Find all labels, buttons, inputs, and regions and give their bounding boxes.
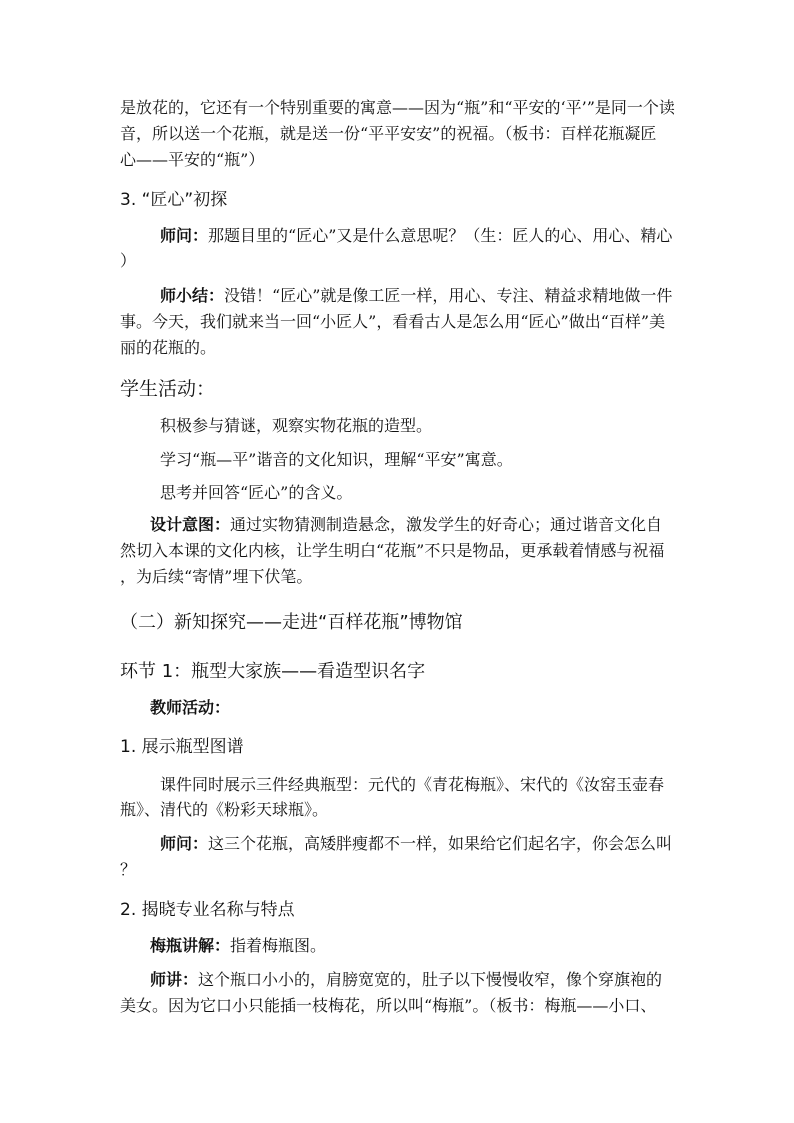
meiping-label: 梅瓶讲解： bbox=[150, 936, 231, 955]
section-heading: 1. 展示瓶型图谱 bbox=[120, 737, 244, 757]
teacher-question-label: 师问： bbox=[160, 226, 209, 245]
paragraph-line: 丽的花瓶的。 bbox=[120, 338, 217, 357]
section-heading: 2. 揭晓专业名称与特点 bbox=[120, 900, 295, 920]
teacher-question bbox=[160, 226, 672, 246]
teacher-summary bbox=[160, 286, 672, 306]
teacher-activity-label: 教师活动： bbox=[150, 698, 231, 717]
teacher-summary-label: 师小结： bbox=[160, 286, 225, 305]
paragraph-line: 课件同时展示三件经典瓶型：元代的《青花梅瓶》、宋代的《汝窑玉壶春 bbox=[160, 775, 665, 794]
paragraph-line: 然切入本课的文化内核，让学生明白“花瓶”不只是物品，更承载着情感与祝福 bbox=[120, 541, 665, 560]
paragraph-line: 事。今天，我们就来当一回“小匠人”，看看古人是怎么用“匠心”做出“百样”美 bbox=[120, 312, 666, 331]
teacher-summary-text: 没错！“匠心”就是像工匠一样，用心、专注、精益求精地做一件 bbox=[224, 286, 673, 305]
paragraph-line: 是放花的，它还有一个特别重要的寓意——因为“瓶”和“平安的‘平’”是同一个读 bbox=[120, 98, 675, 117]
paragraph-line: 美女。因为它口小只能插一枝梅花，所以叫“梅瓶”。（板书：梅瓶——小口、 bbox=[120, 996, 657, 1015]
teacher-talk-label: 师讲： bbox=[150, 970, 199, 989]
teacher-talk bbox=[150, 970, 662, 990]
paragraph-line: ？ bbox=[120, 860, 137, 879]
meiping-text: 指着梅瓶图。 bbox=[230, 936, 327, 955]
teacher-talk-text: 这个瓶口小小的，肩膀宽宽的，肚子以下慢慢收窄，像个穿旗袍的 bbox=[198, 970, 663, 989]
student-activity-item: 思考并回答“匠心”的含义。 bbox=[160, 483, 353, 502]
paragraph-line: ） bbox=[120, 251, 137, 270]
paragraph-line: 瓶》、清代的《粉彩天球瓶》。 bbox=[120, 800, 329, 819]
section-heading: 3. “匠心”初探 bbox=[120, 190, 228, 210]
paragraph-line: 音，所以送一个花瓶，就是送一份“平平安安”的祝福。（板书：百样花瓶凝匠 bbox=[120, 124, 657, 143]
part-heading: （二）新知探究——走进“百样花瓶”博物馆 bbox=[120, 612, 463, 633]
teacher-question-text: 这三个花瓶，高矮胖瘦都不一样，如果给它们起名字，你会怎么叫 bbox=[208, 834, 673, 853]
teacher-question-label: 师问： bbox=[160, 834, 209, 853]
student-activity-heading: 学生活动： bbox=[120, 378, 216, 400]
student-activity-item: 学习“瓶—平”谐音的文化知识，理解“平安”寓意。 bbox=[160, 450, 513, 469]
meiping-explanation bbox=[150, 936, 326, 956]
paragraph-line: 心——平安的“瓶”） bbox=[120, 150, 265, 169]
student-activity-item: 积极参与猜谜，观察实物花瓶的造型。 bbox=[160, 416, 433, 435]
design-intent-text: 通过实物猜测制造悬念，激发学生的好奇心；通过谐音文化自 bbox=[230, 515, 663, 534]
step-heading: 环节 1：瓶型大家族——看造型识名字 bbox=[120, 661, 426, 682]
design-intent-label: 设计意图： bbox=[150, 515, 231, 534]
teacher-question-text: 那题目里的“匠心”又是什么意思呢？（生：匠人的心、用心、精心 bbox=[208, 226, 673, 245]
design-intent bbox=[150, 515, 662, 535]
teacher-question bbox=[160, 834, 672, 854]
paragraph-line: ，为后续“寄情”埋下伏笔。 bbox=[120, 567, 313, 586]
